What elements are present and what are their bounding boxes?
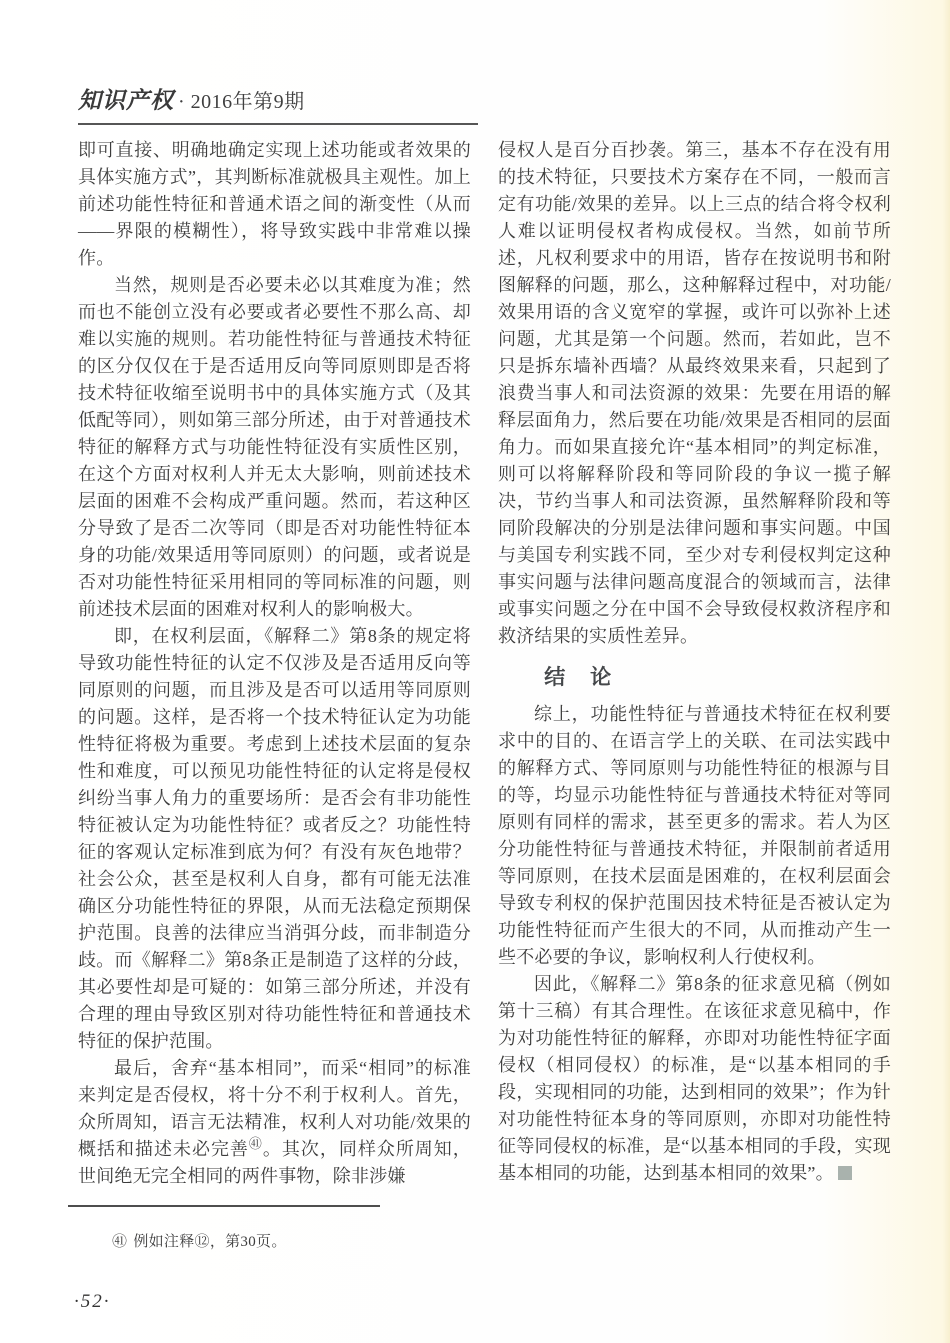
paragraph — [78, 1055, 471, 1190]
footnote-text: 例如注释⑫，第30页。 — [133, 1234, 287, 1250]
section-heading-conclusion: 结 论 — [544, 665, 614, 689]
journal-header — [78, 82, 478, 125]
paragraph: 当然，规则是否必要未必以其难度为准；然而也不能创立没有必要或者必要性不那么高、却难以实施的规则。若功能性特征与普通技术特征的区分仅仅在于是否适用反向等同原则即是否将技术特征收缩至说明书中的具体实施方式（及其低配等同），则如第三部分所述，由于对普通技术特征的解释方式与功能性特征没有实质性区别，在这个方面对权利人并无太大影响，则前述技术层面的困难不会构成严重问题。然而，若这种区分导致了是否二次等同（即是否对功能性特征本身的功能/效果适用等同原则）的问题，或者说是否对功能性特征采用相同的等同标准的问题，则前述技术层面的困难对权利人的影响极大。 — [78, 275, 471, 619]
footnote — [112, 1230, 492, 1251]
article-end-mark — [838, 1166, 852, 1180]
footnote-marker: ㊶ — [112, 1234, 128, 1250]
footnote-reference: ㊶ — [248, 1136, 263, 1151]
paragraph: 即，在权利层面，《解释二》第8条的规定将导致功能性特征的认定不仅涉及是否适用反向等同原则的问题，而且涉及是否可以适用等同原则的问题。这样，是否将一个技术特征认定为功能性特征将极为重要。考虑到上述技术层面的复杂性和难度，可以预见功能性特征的认定将是侵权纠纷当事人角力的重要场所：是否会有非功能性特征被认定为功能性特征？或者反之？功能性特征的客观认定标准到底为何？有没有灰色地带？社会公众，甚至是权利人自身，都有可能无法准确区分功能性特征的界限，从而无法稳定预期保护范围。良善的法律应当消弭分歧，而非制造分歧。而《解释二》第8条正是制造了这样的分歧，其必要性却是可疑的：如第三部分所述，并没有合理的理由导致区别对待功能性特征和普通技术特征的保护范围。 — [78, 626, 471, 1051]
paragraph: 侵权人是百分百抄袭。第三，基本不存在没有用的技术特征，只要技术方案存在不同，一般而言定有功能/效果的差异。以上三点的结合将令权利人难以证明侵权者构成侵权。当然，如前节所述，凡权利要求中的用语，皆存在按说明书和附图解释的问题，那么，这种解释过程中，对功能/效果用语的含义宽窄的掌握，或许可以弥补上述问题，尤其是第一个问题。然而，若如此，岂不只是拆东墙补西墙？从最终效果来看，只起到了浪费当事人和司法资源的效果：先要在用语的解释层面角力，然后要在功能/效果是否相同的层面角力。而如果直接允许“基本相同”的判定标准，则可以将解释阶段和等同阶段的争议一揽子解决，节约当事人和司法资源，虽然解释阶段和等同阶段解决的分别是法律问题和事实问题。中国与美国专利实践不同，至少对专利侵权判定这种事实问题与法律问题高度混合的领域而言，法律或事实问题之分在中国不会导致侵权救济程序和救济结果的实质性差异。 — [498, 140, 891, 646]
paragraph-text: 。其次，同样众所周知，世间绝无完全相同的两件事物，除非涉嫌 — [78, 1139, 471, 1186]
paragraph-text: 最后，舍弃“基本相同”，而采“相同”的标准来判定是否侵权，将十分不利于权利人。首先，众所周知，语言无法精准，权利人对功能/效果的概括和描述未必完善 — [78, 1058, 471, 1159]
page-number: ·52· — [74, 1291, 111, 1312]
paragraph-text: 因此，《解释二》第8条的征求意见稿（例如第十三稿）有其合理性。在该征求意见稿中，作为对功能性特征的解释，亦即对功能性特征字面侵权（相同侵权）的标准，是“以基本相同的手段，实现相同的功能，达到相同的效果”；作为针对功能性特征本身的等同原则，亦即对功能性特征等同侵权的标准，是“以基本相同的手段，实现基本相同的功能，达到基本相同的效果”。 — [498, 974, 891, 1183]
journal-title: 知识产权 — [78, 88, 174, 113]
paragraph: 综上，功能性特征与普通技术特征在权利要求中的目的、在语言学上的关联、在司法实践中的解释方式、等同原则与功能性特征的根源与目的等，均显示功能性特征与普通技术特征对等同原则有同样的需求，甚至更多的需求。若人为区分功能性特征与普通技术特征，并限制前者适用等同原则，在技术层面是困难的，在权利层面会导致专利权的保护范围因技术特征是否被认定为功能性特征而产生很大的不同，从而推动产生一些不必要的争议，影响权利人行使权利。 — [498, 704, 891, 967]
paragraph — [498, 971, 891, 1187]
footnote-separator-rule — [68, 1205, 380, 1207]
journal-issue: · 2016年第9期 — [178, 91, 305, 113]
right-column — [498, 137, 891, 1187]
left-column — [78, 137, 471, 1190]
paragraph: 即可直接、明确地确定实现上述功能或者效果的具体实施方式”，其判断标准就极具主观性。加上前述功能性特征和普通术语之间的渐变性（从而——界限的模糊性），将导致实践中非常难以操作。 — [78, 140, 471, 268]
